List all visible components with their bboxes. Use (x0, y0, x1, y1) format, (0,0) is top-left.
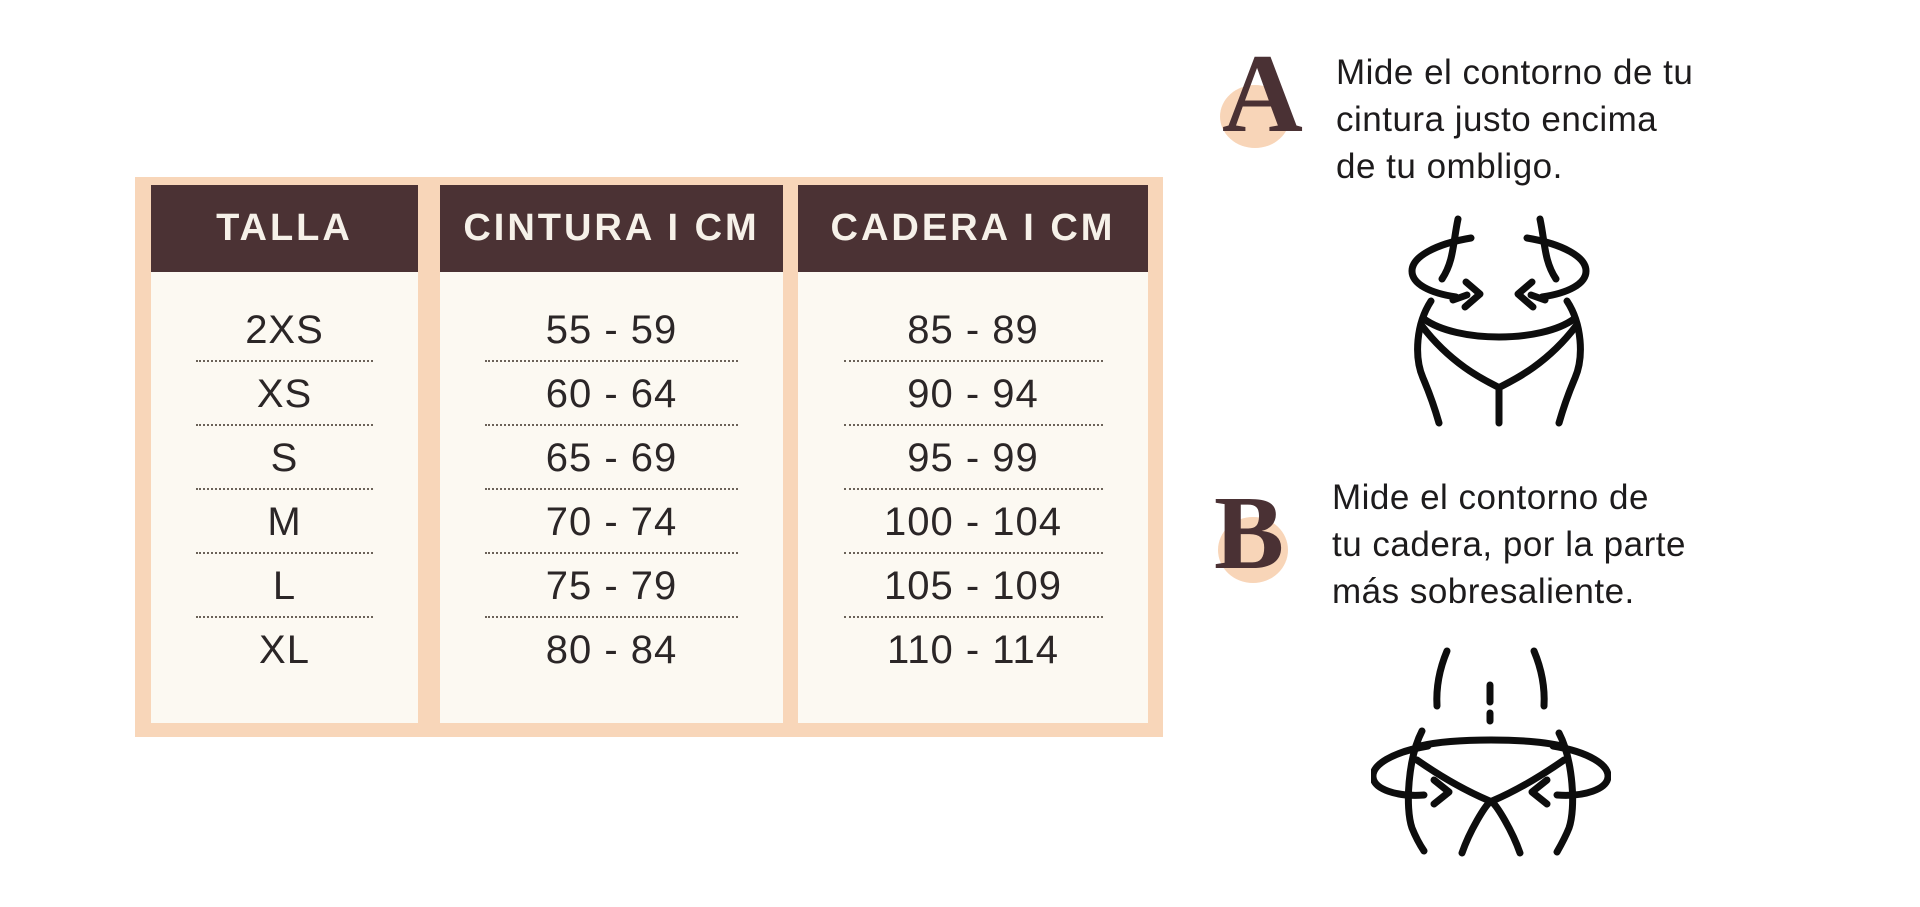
hip-range-cell: 100 - 104 (798, 490, 1148, 554)
table-column-talla (151, 185, 418, 723)
waist-range-cell: 60 - 64 (440, 362, 783, 426)
hip-range-cell: 85 - 89 (798, 298, 1148, 362)
waist-measure-icon (1408, 215, 1590, 429)
hip-range-cell: 95 - 99 (798, 426, 1148, 490)
hip-range-cell: 110 - 114 (886, 627, 1060, 672)
instruction-line: Mide el contorno de tu (1336, 53, 1694, 92)
column-header-cintura: CINTURA I CM (440, 185, 783, 272)
column-body-cintura (440, 272, 783, 723)
size-cell: XS (151, 362, 418, 426)
instruction-line: más sobresaliente. (1332, 572, 1635, 611)
size-cell: S (151, 426, 418, 490)
hip-range-cell: 90 - 94 (798, 362, 1148, 426)
size-cell: M (151, 490, 418, 554)
column-header-cadera: CADERA I CM (798, 185, 1148, 272)
waist-range-cell: 70 - 74 (440, 490, 783, 554)
waist-range-cell: 65 - 69 (440, 426, 783, 490)
instruction-line: de tu ombligo. (1336, 147, 1563, 186)
instruction-line: tu cadera, por la parte (1332, 525, 1686, 564)
hip-range-cell: 105 - 109 (798, 554, 1148, 618)
waist-range-cell: 80 - 84 (545, 627, 678, 672)
column-header-talla: TALLA (151, 185, 418, 272)
table-column-cadera (798, 185, 1148, 723)
instruction-line: cintura justo encima (1336, 100, 1658, 139)
waist-range-cell: 55 - 59 (440, 298, 783, 362)
size-cell: 2XS (151, 298, 418, 362)
table-column-cintura (440, 185, 783, 723)
instruction-line: Mide el contorno de (1332, 478, 1649, 517)
column-body-cadera (798, 272, 1148, 723)
instruction-b-text (1332, 474, 1832, 615)
size-cell: L (151, 554, 418, 618)
instruction-a-text (1336, 49, 1836, 190)
column-body-talla (151, 272, 418, 723)
waist-range-cell: 75 - 79 (440, 554, 783, 618)
size-cell: XL (259, 627, 310, 672)
badge-b-letter: B (1214, 474, 1285, 591)
badge-a-letter: A (1222, 32, 1303, 156)
hip-measure-icon (1371, 646, 1611, 864)
size-table (135, 177, 1163, 737)
